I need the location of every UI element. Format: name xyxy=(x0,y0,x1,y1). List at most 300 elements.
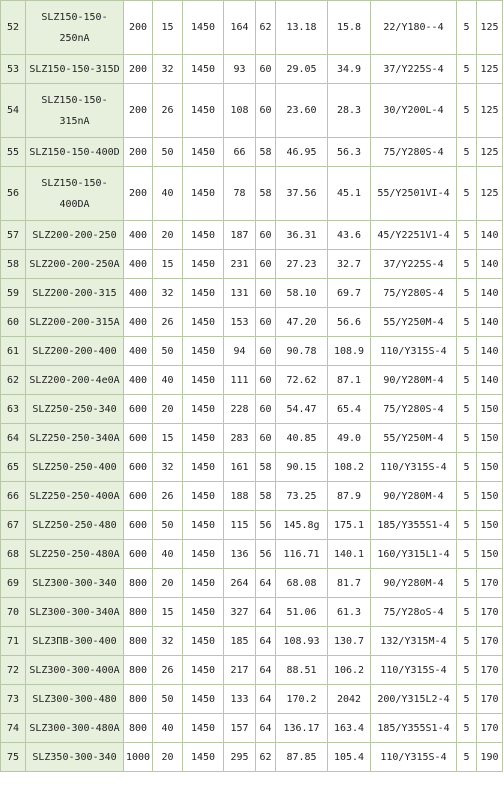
value-a-cell: 295 xyxy=(224,743,256,772)
flow-rate-cell: 400 xyxy=(124,366,153,395)
efficiency-cell: 64 xyxy=(256,685,276,714)
value-a-cell: 228 xyxy=(224,395,256,424)
speed-rpm-cell: 1450 xyxy=(183,424,224,453)
head-cell: 50 xyxy=(153,138,183,167)
shaft-power-cell: 40.85 xyxy=(276,424,328,453)
value-a-cell: 94 xyxy=(224,337,256,366)
model-name-cell: SLZ200-200-250 xyxy=(26,221,124,250)
value-a-cell: 185 xyxy=(224,627,256,656)
speed-rpm-cell: 1450 xyxy=(183,714,224,743)
motor-power-margin-cell: 65.4 xyxy=(328,395,371,424)
npsh-cell: 5 xyxy=(457,598,477,627)
shaft-power-cell: 72.62 xyxy=(276,366,328,395)
weight-cell: 170 xyxy=(477,685,503,714)
value-a-cell: 66 xyxy=(224,138,256,167)
flow-rate-cell: 400 xyxy=(124,308,153,337)
row-number-cell: 56 xyxy=(1,167,26,221)
weight-cell: 140 xyxy=(477,279,503,308)
model-name-cell xyxy=(26,167,124,221)
row-number-cell: 58 xyxy=(1,250,26,279)
flow-rate-cell: 600 xyxy=(124,540,153,569)
model-name-cell: SLZ250-250-340 xyxy=(26,395,124,424)
head-cell: 20 xyxy=(153,395,183,424)
efficiency-cell: 64 xyxy=(256,569,276,598)
npsh-cell: 5 xyxy=(457,482,477,511)
table-row xyxy=(1,743,503,772)
npsh-cell: 5 xyxy=(457,250,477,279)
speed-rpm-cell: 1450 xyxy=(183,743,224,772)
efficiency-cell: 58 xyxy=(256,138,276,167)
weight-cell: 150 xyxy=(477,424,503,453)
motor-power-margin-cell: 87.1 xyxy=(328,366,371,395)
weight-cell: 150 xyxy=(477,482,503,511)
shaft-power-cell: 170.2 xyxy=(276,685,328,714)
motor-model-cell: 110/Y315S-4 xyxy=(371,743,457,772)
value-a-cell: 133 xyxy=(224,685,256,714)
row-number-cell: 66 xyxy=(1,482,26,511)
model-name-cell: SLZ250-250-400A xyxy=(26,482,124,511)
row-number-cell: 57 xyxy=(1,221,26,250)
value-a-cell: 161 xyxy=(224,453,256,482)
efficiency-cell: 60 xyxy=(256,308,276,337)
row-number-cell: 74 xyxy=(1,714,26,743)
speed-rpm-cell: 1450 xyxy=(183,84,224,138)
shaft-power-cell: 23.60 xyxy=(276,84,328,138)
flow-rate-cell: 800 xyxy=(124,656,153,685)
flow-rate-cell: 800 xyxy=(124,627,153,656)
model-name-cell: SLZ300-300-340 xyxy=(26,569,124,598)
head-cell: 40 xyxy=(153,366,183,395)
model-name-line: SLZ150-150- xyxy=(41,11,108,23)
motor-power-margin-cell: 130.7 xyxy=(328,627,371,656)
motor-model-cell: 132/Y315M-4 xyxy=(371,627,457,656)
efficiency-cell: 60 xyxy=(256,250,276,279)
motor-power-margin-cell: 45.1 xyxy=(328,167,371,221)
flow-rate-cell: 600 xyxy=(124,482,153,511)
model-name-line: 400DA xyxy=(59,198,90,210)
shaft-power-cell: 90.15 xyxy=(276,453,328,482)
speed-rpm-cell: 1450 xyxy=(183,395,224,424)
efficiency-cell: 64 xyxy=(256,627,276,656)
model-name-line: 315nA xyxy=(59,115,90,127)
row-number-cell: 64 xyxy=(1,424,26,453)
efficiency-cell: 60 xyxy=(256,84,276,138)
model-name-cell: SLZ200-200-400 xyxy=(26,337,124,366)
npsh-cell: 5 xyxy=(457,366,477,395)
row-number-cell: 61 xyxy=(1,337,26,366)
npsh-cell: 5 xyxy=(457,627,477,656)
npsh-cell: 5 xyxy=(457,221,477,250)
weight-cell: 170 xyxy=(477,569,503,598)
row-number-cell: 73 xyxy=(1,685,26,714)
flow-rate-cell: 200 xyxy=(124,55,153,84)
motor-model-cell: 45/Y2251V1-4 xyxy=(371,221,457,250)
motor-power-margin-cell: 15.8 xyxy=(328,1,371,55)
weight-cell: 125 xyxy=(477,138,503,167)
motor-model-cell: 22/Y180--4 xyxy=(371,1,457,55)
motor-power-margin-cell: 106.2 xyxy=(328,656,371,685)
shaft-power-cell: 46.95 xyxy=(276,138,328,167)
row-number-cell: 53 xyxy=(1,55,26,84)
row-number-cell: 59 xyxy=(1,279,26,308)
speed-rpm-cell: 1450 xyxy=(183,138,224,167)
table-row xyxy=(1,656,503,685)
head-cell: 15 xyxy=(153,250,183,279)
efficiency-cell: 62 xyxy=(256,743,276,772)
npsh-cell: 5 xyxy=(457,138,477,167)
npsh-cell: 5 xyxy=(457,453,477,482)
flow-rate-cell: 600 xyxy=(124,424,153,453)
motor-power-margin-cell: 108.9 xyxy=(328,337,371,366)
motor-model-cell: 75/Y280S-4 xyxy=(371,138,457,167)
flow-rate-cell: 200 xyxy=(124,1,153,55)
head-cell: 40 xyxy=(153,540,183,569)
table-row xyxy=(1,250,503,279)
motor-power-margin-cell: 49.0 xyxy=(328,424,371,453)
shaft-power-cell: 54.47 xyxy=(276,395,328,424)
motor-model-cell: 160/Y315L1-4 xyxy=(371,540,457,569)
speed-rpm-cell: 1450 xyxy=(183,511,224,540)
motor-power-margin-cell: 2042 xyxy=(328,685,371,714)
motor-power-margin-cell: 43.6 xyxy=(328,221,371,250)
table-row xyxy=(1,453,503,482)
head-cell: 20 xyxy=(153,221,183,250)
head-cell: 26 xyxy=(153,308,183,337)
table-row xyxy=(1,221,503,250)
table-row xyxy=(1,714,503,743)
weight-cell: 170 xyxy=(477,714,503,743)
model-name-line: SLZ150-150- xyxy=(41,94,108,106)
motor-model-cell: 90/Y280M-4 xyxy=(371,482,457,511)
flow-rate-cell: 400 xyxy=(124,279,153,308)
speed-rpm-cell: 1450 xyxy=(183,337,224,366)
model-name-cell xyxy=(26,84,124,138)
motor-model-cell: 90/Y280M-4 xyxy=(371,569,457,598)
value-a-cell: 157 xyxy=(224,714,256,743)
speed-rpm-cell: 1450 xyxy=(183,598,224,627)
motor-model-cell: 55/Y250M-4 xyxy=(371,424,457,453)
head-cell: 15 xyxy=(153,598,183,627)
speed-rpm-cell: 1450 xyxy=(183,221,224,250)
efficiency-cell: 60 xyxy=(256,424,276,453)
row-number-cell: 72 xyxy=(1,656,26,685)
weight-cell: 140 xyxy=(477,250,503,279)
speed-rpm-cell: 1450 xyxy=(183,308,224,337)
table-row xyxy=(1,167,503,221)
model-name-cell: SLZ250-250-480A xyxy=(26,540,124,569)
flow-rate-cell: 600 xyxy=(124,395,153,424)
shaft-power-cell: 58.10 xyxy=(276,279,328,308)
npsh-cell: 5 xyxy=(457,84,477,138)
npsh-cell: 5 xyxy=(457,714,477,743)
head-cell: 50 xyxy=(153,337,183,366)
value-a-cell: 153 xyxy=(224,308,256,337)
motor-model-cell: 30/Y200L-4 xyxy=(371,84,457,138)
value-a-cell: 136 xyxy=(224,540,256,569)
head-cell: 40 xyxy=(153,167,183,221)
weight-cell: 170 xyxy=(477,656,503,685)
table-row xyxy=(1,55,503,84)
npsh-cell: 5 xyxy=(457,424,477,453)
weight-cell: 170 xyxy=(477,598,503,627)
shaft-power-cell: 27.23 xyxy=(276,250,328,279)
efficiency-cell: 62 xyxy=(256,1,276,55)
motor-power-margin-cell: 56.6 xyxy=(328,308,371,337)
model-name-cell: SLZ250-250-340A xyxy=(26,424,124,453)
weight-cell: 150 xyxy=(477,511,503,540)
motor-power-margin-cell: 140.1 xyxy=(328,540,371,569)
head-cell: 32 xyxy=(153,453,183,482)
model-name-cell: SLZ200-200-315A xyxy=(26,308,124,337)
weight-cell: 150 xyxy=(477,395,503,424)
efficiency-cell: 60 xyxy=(256,279,276,308)
weight-cell: 125 xyxy=(477,55,503,84)
shaft-power-cell: 90.78 xyxy=(276,337,328,366)
model-name-cell: SLZ300-300-480 xyxy=(26,685,124,714)
weight-cell: 125 xyxy=(477,84,503,138)
speed-rpm-cell: 1450 xyxy=(183,366,224,395)
weight-cell: 150 xyxy=(477,540,503,569)
head-cell: 32 xyxy=(153,55,183,84)
efficiency-cell: 58 xyxy=(256,167,276,221)
row-number-cell: 68 xyxy=(1,540,26,569)
npsh-cell: 5 xyxy=(457,511,477,540)
table-row xyxy=(1,540,503,569)
npsh-cell: 5 xyxy=(457,279,477,308)
motor-model-cell: 55/Y2501VI-4 xyxy=(371,167,457,221)
efficiency-cell: 58 xyxy=(256,453,276,482)
table-row xyxy=(1,279,503,308)
motor-model-cell: 75/Y28oS-4 xyxy=(371,598,457,627)
weight-cell: 170 xyxy=(477,627,503,656)
model-name-cell: SLZ300-300-340A xyxy=(26,598,124,627)
efficiency-cell: 56 xyxy=(256,540,276,569)
flow-rate-cell: 400 xyxy=(124,337,153,366)
flow-rate-cell: 600 xyxy=(124,453,153,482)
npsh-cell: 5 xyxy=(457,569,477,598)
row-number-cell: 69 xyxy=(1,569,26,598)
motor-model-cell: 110/Y315S-4 xyxy=(371,453,457,482)
head-cell: 20 xyxy=(153,569,183,598)
weight-cell: 140 xyxy=(477,337,503,366)
row-number-cell: 52 xyxy=(1,1,26,55)
npsh-cell: 5 xyxy=(457,743,477,772)
npsh-cell: 5 xyxy=(457,167,477,221)
table-row xyxy=(1,308,503,337)
speed-rpm-cell: 1450 xyxy=(183,453,224,482)
motor-power-margin-cell: 105.4 xyxy=(328,743,371,772)
npsh-cell: 5 xyxy=(457,55,477,84)
shaft-power-cell: 145.8g xyxy=(276,511,328,540)
value-a-cell: 115 xyxy=(224,511,256,540)
head-cell: 15 xyxy=(153,1,183,55)
shaft-power-cell: 29.05 xyxy=(276,55,328,84)
motor-power-margin-cell: 28.3 xyxy=(328,84,371,138)
motor-power-margin-cell: 32.7 xyxy=(328,250,371,279)
table-row xyxy=(1,366,503,395)
shaft-power-cell: 47.20 xyxy=(276,308,328,337)
motor-model-cell: 110/Y315S-4 xyxy=(371,337,457,366)
efficiency-cell: 64 xyxy=(256,714,276,743)
npsh-cell: 5 xyxy=(457,395,477,424)
shaft-power-cell: 13.18 xyxy=(276,1,328,55)
speed-rpm-cell: 1450 xyxy=(183,55,224,84)
model-name-cell: SLZ150-150-400D xyxy=(26,138,124,167)
value-a-cell: 231 xyxy=(224,250,256,279)
efficiency-cell: 60 xyxy=(256,55,276,84)
speed-rpm-cell: 1450 xyxy=(183,656,224,685)
row-number-cell: 60 xyxy=(1,308,26,337)
value-a-cell: 78 xyxy=(224,167,256,221)
motor-power-margin-cell: 81.7 xyxy=(328,569,371,598)
weight-cell: 140 xyxy=(477,221,503,250)
efficiency-cell: 64 xyxy=(256,656,276,685)
speed-rpm-cell: 1450 xyxy=(183,685,224,714)
value-a-cell: 327 xyxy=(224,598,256,627)
motor-power-margin-cell: 108.2 xyxy=(328,453,371,482)
value-a-cell: 264 xyxy=(224,569,256,598)
row-number-cell: 62 xyxy=(1,366,26,395)
efficiency-cell: 60 xyxy=(256,337,276,366)
npsh-cell: 5 xyxy=(457,1,477,55)
npsh-cell: 5 xyxy=(457,685,477,714)
model-name-cell: SLZ200-200-4e0A xyxy=(26,366,124,395)
table-row xyxy=(1,685,503,714)
shaft-power-cell: 36.31 xyxy=(276,221,328,250)
value-a-cell: 217 xyxy=(224,656,256,685)
npsh-cell: 5 xyxy=(457,656,477,685)
head-cell: 26 xyxy=(153,482,183,511)
motor-model-cell: 55/Y250M-4 xyxy=(371,308,457,337)
speed-rpm-cell: 1450 xyxy=(183,540,224,569)
weight-cell: 190 xyxy=(477,743,503,772)
speed-rpm-cell: 1450 xyxy=(183,627,224,656)
head-cell: 50 xyxy=(153,511,183,540)
table-row xyxy=(1,138,503,167)
model-name-line: 250nA xyxy=(59,32,90,44)
weight-cell: 150 xyxy=(477,453,503,482)
motor-model-cell: 90/Y280M-4 xyxy=(371,366,457,395)
weight-cell: 140 xyxy=(477,308,503,337)
value-a-cell: 108 xyxy=(224,84,256,138)
head-cell: 26 xyxy=(153,84,183,138)
table-row xyxy=(1,424,503,453)
speed-rpm-cell: 1450 xyxy=(183,569,224,598)
table-row xyxy=(1,482,503,511)
table-row xyxy=(1,511,503,540)
row-number-cell: 67 xyxy=(1,511,26,540)
npsh-cell: 5 xyxy=(457,337,477,366)
shaft-power-cell: 116.71 xyxy=(276,540,328,569)
head-cell: 15 xyxy=(153,424,183,453)
flow-rate-cell: 1000 xyxy=(124,743,153,772)
head-cell: 26 xyxy=(153,656,183,685)
row-number-cell: 71 xyxy=(1,627,26,656)
motor-power-margin-cell: 175.1 xyxy=(328,511,371,540)
model-name-cell: SLZ3ΠΒ-300-400 xyxy=(26,627,124,656)
table-row xyxy=(1,337,503,366)
shaft-power-cell: 68.08 xyxy=(276,569,328,598)
shaft-power-cell: 88.51 xyxy=(276,656,328,685)
motor-model-cell: 37/Y225S-4 xyxy=(371,250,457,279)
row-number-cell: 54 xyxy=(1,84,26,138)
flow-rate-cell: 200 xyxy=(124,84,153,138)
table-row xyxy=(1,84,503,138)
motor-model-cell: 75/Y280S-4 xyxy=(371,395,457,424)
npsh-cell: 5 xyxy=(457,540,477,569)
flow-rate-cell: 800 xyxy=(124,569,153,598)
shaft-power-cell: 108.93 xyxy=(276,627,328,656)
motor-model-cell: 110/Y315S-4 xyxy=(371,656,457,685)
flow-rate-cell: 200 xyxy=(124,138,153,167)
motor-model-cell: 185/Y355S1-4 xyxy=(371,714,457,743)
speed-rpm-cell: 1450 xyxy=(183,250,224,279)
head-cell: 50 xyxy=(153,685,183,714)
model-name-cell xyxy=(26,1,124,55)
row-number-cell: 75 xyxy=(1,743,26,772)
row-number-cell: 63 xyxy=(1,395,26,424)
value-a-cell: 187 xyxy=(224,221,256,250)
model-name-cell: SLZ350-300-340 xyxy=(26,743,124,772)
value-a-cell: 111 xyxy=(224,366,256,395)
flow-rate-cell: 600 xyxy=(124,511,153,540)
weight-cell: 140 xyxy=(477,366,503,395)
model-name-cell: SLZ250-250-400 xyxy=(26,453,124,482)
table-row xyxy=(1,627,503,656)
speed-rpm-cell: 1450 xyxy=(183,167,224,221)
shaft-power-cell: 87.85 xyxy=(276,743,328,772)
head-cell: 32 xyxy=(153,279,183,308)
row-number-cell: 65 xyxy=(1,453,26,482)
flow-rate-cell: 800 xyxy=(124,714,153,743)
flow-rate-cell: 400 xyxy=(124,221,153,250)
efficiency-cell: 60 xyxy=(256,221,276,250)
speed-rpm-cell: 1450 xyxy=(183,482,224,511)
motor-model-cell: 37/Y225S-4 xyxy=(371,55,457,84)
flow-rate-cell: 800 xyxy=(124,685,153,714)
weight-cell: 125 xyxy=(477,1,503,55)
shaft-power-cell: 37.56 xyxy=(276,167,328,221)
shaft-power-cell: 51.06 xyxy=(276,598,328,627)
motor-model-cell: 200/Y315L2-4 xyxy=(371,685,457,714)
motor-power-margin-cell: 61.3 xyxy=(328,598,371,627)
motor-model-cell: 75/Y280S-4 xyxy=(371,279,457,308)
table-body xyxy=(1,1,503,772)
value-a-cell: 283 xyxy=(224,424,256,453)
table-row xyxy=(1,569,503,598)
motor-power-margin-cell: 34.9 xyxy=(328,55,371,84)
motor-model-cell: 185/Y355S1-4 xyxy=(371,511,457,540)
npsh-cell: 5 xyxy=(457,308,477,337)
model-name-cell: SLZ250-250-480 xyxy=(26,511,124,540)
head-cell: 32 xyxy=(153,627,183,656)
model-name-line: SLZ150-150- xyxy=(41,177,108,189)
model-name-cell: SLZ200-200-250A xyxy=(26,250,124,279)
flow-rate-cell: 800 xyxy=(124,598,153,627)
row-number-cell: 70 xyxy=(1,598,26,627)
head-cell: 20 xyxy=(153,743,183,772)
motor-power-margin-cell: 69.7 xyxy=(328,279,371,308)
value-a-cell: 188 xyxy=(224,482,256,511)
efficiency-cell: 60 xyxy=(256,395,276,424)
model-name-cell: SLZ150-150-315D xyxy=(26,55,124,84)
model-name-cell: SLZ300-300-400A xyxy=(26,656,124,685)
value-a-cell: 93 xyxy=(224,55,256,84)
shaft-power-cell: 73.25 xyxy=(276,482,328,511)
motor-power-margin-cell: 163.4 xyxy=(328,714,371,743)
efficiency-cell: 64 xyxy=(256,598,276,627)
efficiency-cell: 58 xyxy=(256,482,276,511)
